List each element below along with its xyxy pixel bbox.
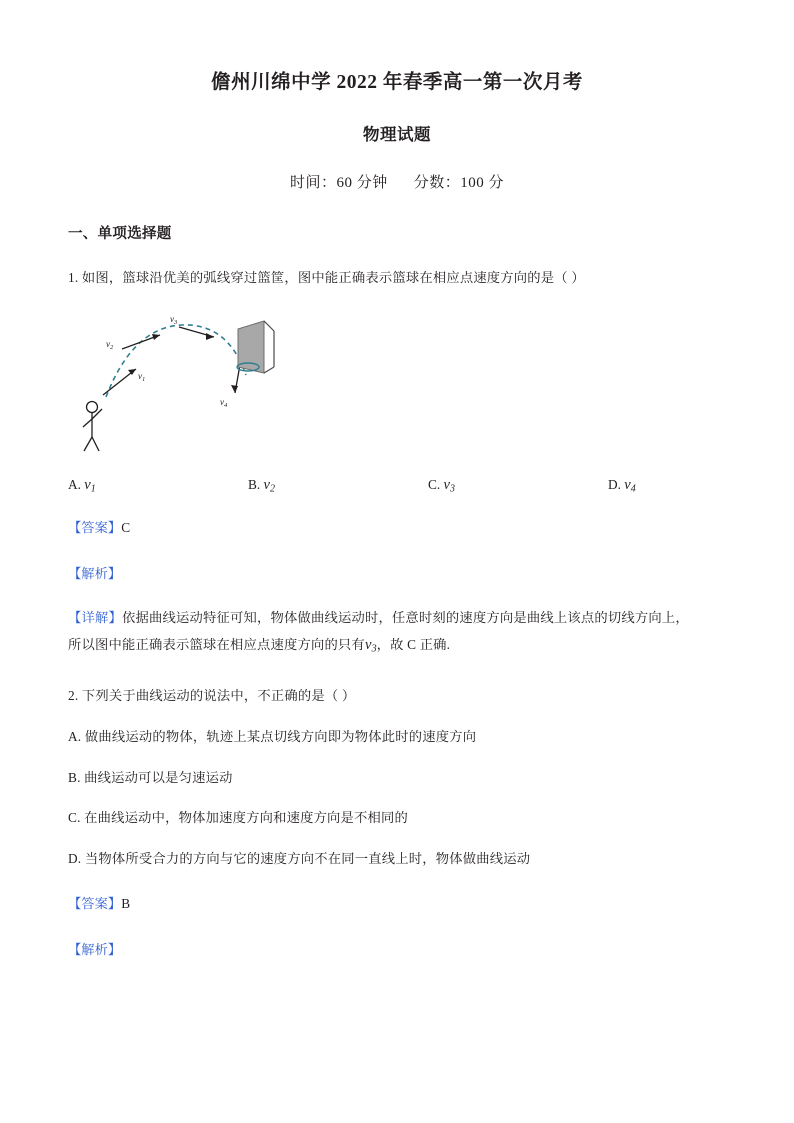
v1-label: $v_1$ [138, 370, 146, 383]
option-c-symbol: v [443, 476, 450, 493]
document-subtitle: 物理试题 [363, 125, 431, 145]
question-1-text: 如图，篮球沿优美的弧线穿过篮筐，图中能正确表示篮球在相应点速度方向的是（ ） [81, 270, 585, 286]
basketball-trajectory-diagram [78, 297, 338, 467]
answer-value: C [121, 520, 131, 535]
detail-text-2-pre: 所以图中能正确表示篮球在相应点速度方向的只有 [68, 637, 365, 653]
detail-v-sub: 3 [371, 643, 377, 655]
section-heading: 一、单项选择题 [68, 226, 172, 243]
option-b-letter: B. [248, 476, 261, 492]
question-2-choice-d[interactable]: D. 当物体所受合力的方向与它的速度方向不在同一直线上时，物体做曲线运动 [68, 850, 531, 866]
backboard-support-top [264, 321, 274, 331]
backboard-shape [238, 321, 264, 373]
option-a-sub: 1 [90, 483, 96, 494]
v4-label: $v_4$ [220, 396, 228, 409]
option-a-letter: A. [68, 476, 81, 492]
option-c-sub: 3 [449, 483, 455, 494]
option-d-symbol: v [624, 476, 631, 493]
question-1-answer [68, 516, 726, 540]
option-d[interactable] [608, 477, 636, 495]
player-leg-left [84, 437, 92, 451]
detail-v-symbol: v [364, 637, 372, 654]
question-2-text: 下列关于曲线运动的说法中，不正确的是（ ） [81, 687, 356, 703]
document-meta [68, 171, 726, 192]
v3-arrow-head [206, 333, 214, 340]
player-head [87, 401, 98, 412]
player-arm-left [83, 419, 92, 427]
question-2-answer [68, 892, 726, 916]
question-1-options [68, 477, 726, 495]
page-title: 儋州川绵中学 2022 年春季高一第一次月考 [211, 72, 583, 93]
v3-label: $v_3$ [170, 313, 178, 326]
question-2-choice-c[interactable]: C. 在曲线运动中，物体加速度方向和速度方向是不相同的 [68, 810, 409, 826]
option-b-sub: 2 [269, 483, 275, 494]
option-d-sub: 4 [630, 483, 636, 494]
option-c[interactable] [428, 477, 608, 495]
option-a-symbol: v [84, 476, 91, 493]
question-2-choice-a[interactable]: A. 做曲线运动的物体，轨迹上某点切线方向即为物体此时的速度方向 [68, 729, 477, 745]
option-b-symbol: v [263, 476, 270, 493]
option-a[interactable] [68, 477, 248, 495]
question-1-figure [68, 297, 726, 467]
trajectory-curve [106, 324, 246, 396]
analysis-tag-2: 【解析】 [68, 942, 122, 958]
detail-tag: 【详解】 [68, 609, 122, 625]
question-2-analysis-tag [68, 938, 726, 962]
v2-arrow-head [152, 334, 160, 340]
v2-label: $v_2$ [106, 338, 114, 351]
detail-text-2-post: ，故 C 正确. [376, 637, 451, 653]
option-c-letter: C. [428, 476, 441, 492]
meta-time: 时间：60 分钟 [289, 175, 388, 192]
analysis-tag: 【解析】 [68, 565, 122, 581]
answer-tag: 【答案】 [68, 520, 122, 535]
question-2-number: 2. [68, 687, 79, 703]
player-leg-right [92, 437, 99, 451]
question-1-number: 1. [68, 270, 79, 286]
option-d-letter: D. [608, 476, 621, 492]
question-2-choice-b[interactable]: B. 曲线运动可以是匀速运动 [68, 769, 233, 785]
backboard-support-bottom [264, 367, 274, 373]
detail-text-1: 依据曲线运动特征可知，物体做曲线运动时，任意时刻的速度方向是曲线上该点的切线方向上， [122, 609, 689, 625]
answer-tag-2: 【答案】 [68, 896, 122, 912]
v4-arrow-head [231, 385, 238, 393]
option-b[interactable] [248, 477, 428, 495]
question-1-stem [68, 265, 726, 290]
answer-value-2: B [121, 896, 131, 912]
meta-score: 分数：100 分 [413, 175, 505, 192]
question-1-detail [68, 604, 726, 661]
question-1-analysis-tag [68, 562, 726, 586]
question-2-stem [68, 683, 726, 708]
